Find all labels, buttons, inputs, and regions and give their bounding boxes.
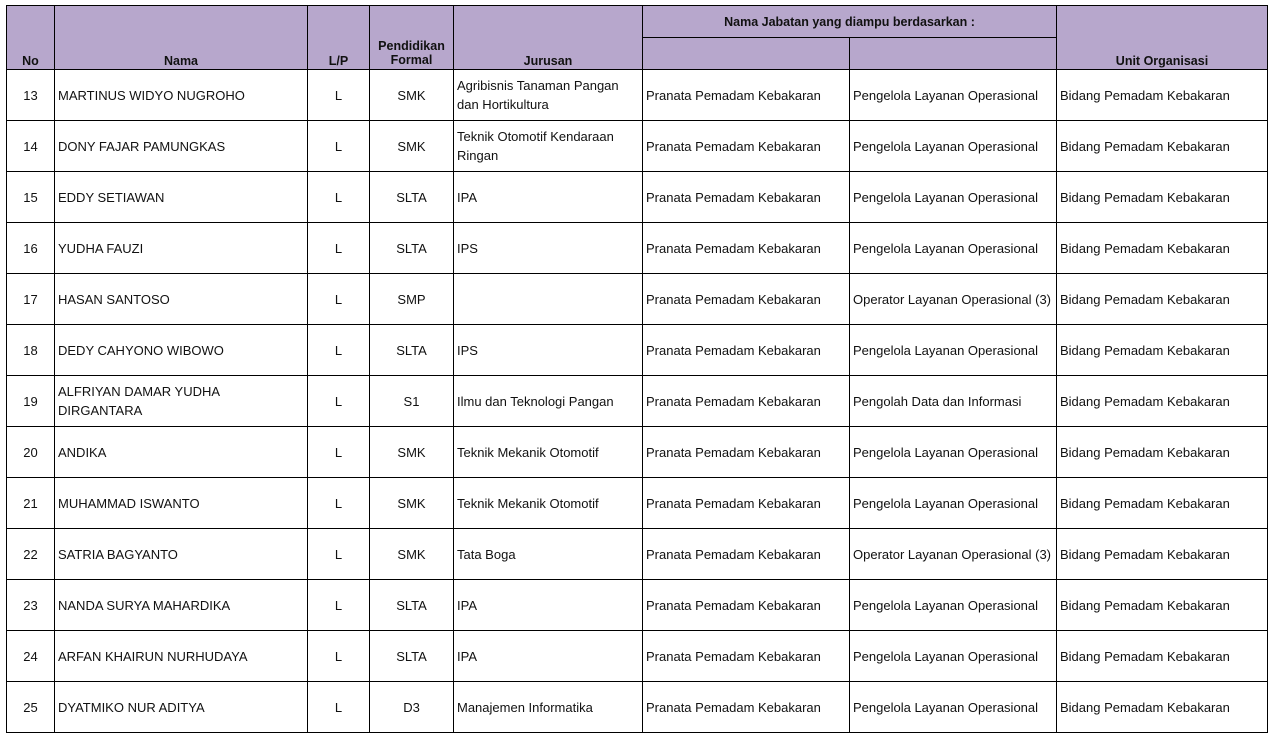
cell-jurusan: IPS	[454, 223, 643, 274]
employee-sheet	[6, 5, 1268, 733]
table-row	[7, 631, 1268, 682]
header-lp: L/P	[308, 6, 370, 70]
cell-lp: L	[308, 529, 370, 580]
cell-unit: Bidang Pemadam Kebakaran	[1057, 580, 1268, 631]
cell-lp: L	[308, 172, 370, 223]
cell-jurusan: IPA	[454, 631, 643, 682]
header-jabatan-sub-2	[850, 38, 1057, 70]
cell-jurusan: Teknik Otomotif Kendaraan Ringan	[454, 121, 643, 172]
cell-jabatan-1: Pranata Pemadam Kebakaran	[643, 580, 850, 631]
cell-lp: L	[308, 325, 370, 376]
cell-pendidikan: D3	[370, 682, 454, 733]
table-row	[7, 580, 1268, 631]
cell-jabatan-2: Pengelola Layanan Operasional	[850, 121, 1057, 172]
cell-pendidikan: SMP	[370, 274, 454, 325]
table-row	[7, 325, 1268, 376]
cell-jabatan-2: Pengelola Layanan Operasional	[850, 580, 1057, 631]
cell-pendidikan: SLTA	[370, 580, 454, 631]
table-body	[7, 70, 1268, 733]
cell-lp: L	[308, 70, 370, 121]
cell-lp: L	[308, 121, 370, 172]
cell-no: 19	[7, 376, 55, 427]
table-row	[7, 172, 1268, 223]
cell-jurusan: Ilmu dan Teknologi Pangan	[454, 376, 643, 427]
cell-nama: MUHAMMAD ISWANTO	[55, 478, 308, 529]
cell-lp: L	[308, 427, 370, 478]
cell-unit: Bidang Pemadam Kebakaran	[1057, 478, 1268, 529]
cell-jabatan-2: Pengelola Layanan Operasional	[850, 631, 1057, 682]
cell-pendidikan: SMK	[370, 427, 454, 478]
cell-no: 14	[7, 121, 55, 172]
cell-no: 16	[7, 223, 55, 274]
cell-jabatan-1: Pranata Pemadam Kebakaran	[643, 529, 850, 580]
cell-jabatan-1: Pranata Pemadam Kebakaran	[643, 223, 850, 274]
cell-no: 21	[7, 478, 55, 529]
cell-no: 20	[7, 427, 55, 478]
cell-no: 15	[7, 172, 55, 223]
cell-jabatan-2: Pengelola Layanan Operasional	[850, 172, 1057, 223]
header-no: No	[7, 6, 55, 70]
cell-no: 23	[7, 580, 55, 631]
cell-jurusan: IPA	[454, 580, 643, 631]
cell-nama: ARFAN KHAIRUN NURHUDAYA	[55, 631, 308, 682]
cell-jabatan-1: Pranata Pemadam Kebakaran	[643, 121, 850, 172]
cell-jabatan-2: Pengelola Layanan Operasional	[850, 325, 1057, 376]
cell-unit: Bidang Pemadam Kebakaran	[1057, 427, 1268, 478]
cell-pendidikan: S1	[370, 376, 454, 427]
cell-no: 18	[7, 325, 55, 376]
table-row	[7, 478, 1268, 529]
header-jabatan: Nama Jabatan yang diampu berdasarkan :	[643, 6, 1057, 38]
cell-nama: EDDY SETIAWAN	[55, 172, 308, 223]
cell-pendidikan: SMK	[370, 70, 454, 121]
cell-jabatan-1: Pranata Pemadam Kebakaran	[643, 70, 850, 121]
cell-nama: DYATMIKO NUR ADITYA	[55, 682, 308, 733]
header-jurusan: Jurusan	[454, 6, 643, 70]
cell-jurusan: Tata Boga	[454, 529, 643, 580]
cell-jabatan-1: Pranata Pemadam Kebakaran	[643, 682, 850, 733]
cell-unit: Bidang Pemadam Kebakaran	[1057, 529, 1268, 580]
cell-jurusan: IPA	[454, 172, 643, 223]
cell-jurusan: Manajemen Informatika	[454, 682, 643, 733]
cell-jabatan-1: Pranata Pemadam Kebakaran	[643, 427, 850, 478]
cell-unit: Bidang Pemadam Kebakaran	[1057, 376, 1268, 427]
table-row	[7, 376, 1268, 427]
table-row	[7, 70, 1268, 121]
cell-no: 24	[7, 631, 55, 682]
cell-nama: ALFRIYAN DAMAR YUDHA DIRGANTARA	[55, 376, 308, 427]
table-header	[7, 6, 1268, 70]
cell-nama: MARTINUS WIDYO NUGROHO	[55, 70, 308, 121]
table-row	[7, 274, 1268, 325]
header-nama: Nama	[55, 6, 308, 70]
cell-jabatan-1: Pranata Pemadam Kebakaran	[643, 631, 850, 682]
cell-jabatan-2: Pengelola Layanan Operasional	[850, 70, 1057, 121]
employee-table	[6, 5, 1268, 733]
cell-unit: Bidang Pemadam Kebakaran	[1057, 682, 1268, 733]
cell-jabatan-2: Pengelola Layanan Operasional	[850, 427, 1057, 478]
cell-nama: HASAN SANTOSO	[55, 274, 308, 325]
cell-pendidikan: SMK	[370, 121, 454, 172]
cell-unit: Bidang Pemadam Kebakaran	[1057, 325, 1268, 376]
cell-pendidikan: SLTA	[370, 631, 454, 682]
header-pendidikan-label: Pendidikan Formal	[378, 39, 445, 67]
cell-unit: Bidang Pemadam Kebakaran	[1057, 223, 1268, 274]
cell-jabatan-2: Pengelola Layanan Operasional	[850, 223, 1057, 274]
cell-lp: L	[308, 580, 370, 631]
cell-nama: SATRIA BAGYANTO	[55, 529, 308, 580]
cell-lp: L	[308, 376, 370, 427]
cell-jabatan-1: Pranata Pemadam Kebakaran	[643, 376, 850, 427]
header-jabatan-sub-1	[643, 38, 850, 70]
cell-lp: L	[308, 631, 370, 682]
cell-nama: DEDY CAHYONO WIBOWO	[55, 325, 308, 376]
cell-jurusan: Agribisnis Tanaman Pangan dan Hortikultura	[454, 70, 643, 121]
table-row	[7, 121, 1268, 172]
table-row	[7, 682, 1268, 733]
table-row	[7, 223, 1268, 274]
table-row	[7, 529, 1268, 580]
cell-nama: YUDHA FAUZI	[55, 223, 308, 274]
cell-jabatan-2: Pengolah Data dan Informasi	[850, 376, 1057, 427]
cell-jabatan-1: Pranata Pemadam Kebakaran	[643, 172, 850, 223]
cell-pendidikan: SLTA	[370, 325, 454, 376]
cell-lp: L	[308, 478, 370, 529]
cell-jurusan: Teknik Mekanik Otomotif	[454, 427, 643, 478]
cell-jabatan-2: Operator Layanan Operasional (3)	[850, 274, 1057, 325]
cell-lp: L	[308, 223, 370, 274]
cell-jurusan	[454, 274, 643, 325]
cell-jurusan: Teknik Mekanik Otomotif	[454, 478, 643, 529]
cell-lp: L	[308, 274, 370, 325]
cell-unit: Bidang Pemadam Kebakaran	[1057, 70, 1268, 121]
cell-nama: NANDA SURYA MAHARDIKA	[55, 580, 308, 631]
cell-no: 25	[7, 682, 55, 733]
cell-jabatan-2: Pengelola Layanan Operasional	[850, 682, 1057, 733]
header-unit: Unit Organisasi	[1057, 6, 1268, 70]
cell-jabatan-1: Pranata Pemadam Kebakaran	[643, 274, 850, 325]
cell-unit: Bidang Pemadam Kebakaran	[1057, 274, 1268, 325]
cell-nama: DONY FAJAR PAMUNGKAS	[55, 121, 308, 172]
cell-pendidikan: SMK	[370, 478, 454, 529]
cell-pendidikan: SLTA	[370, 172, 454, 223]
cell-nama: ANDIKA	[55, 427, 308, 478]
cell-unit: Bidang Pemadam Kebakaran	[1057, 121, 1268, 172]
cell-pendidikan: SMK	[370, 529, 454, 580]
cell-jabatan-2: Operator Layanan Operasional (3)	[850, 529, 1057, 580]
cell-jabatan-1: Pranata Pemadam Kebakaran	[643, 478, 850, 529]
cell-lp: L	[308, 682, 370, 733]
cell-unit: Bidang Pemadam Kebakaran	[1057, 631, 1268, 682]
cell-no: 13	[7, 70, 55, 121]
cell-jabatan-2: Pengelola Layanan Operasional	[850, 478, 1057, 529]
cell-no: 17	[7, 274, 55, 325]
cell-jabatan-1: Pranata Pemadam Kebakaran	[643, 325, 850, 376]
cell-no: 22	[7, 529, 55, 580]
header-pendidikan	[370, 6, 454, 70]
cell-pendidikan: SLTA	[370, 223, 454, 274]
table-row	[7, 427, 1268, 478]
cell-unit: Bidang Pemadam Kebakaran	[1057, 172, 1268, 223]
cell-jurusan: IPS	[454, 325, 643, 376]
